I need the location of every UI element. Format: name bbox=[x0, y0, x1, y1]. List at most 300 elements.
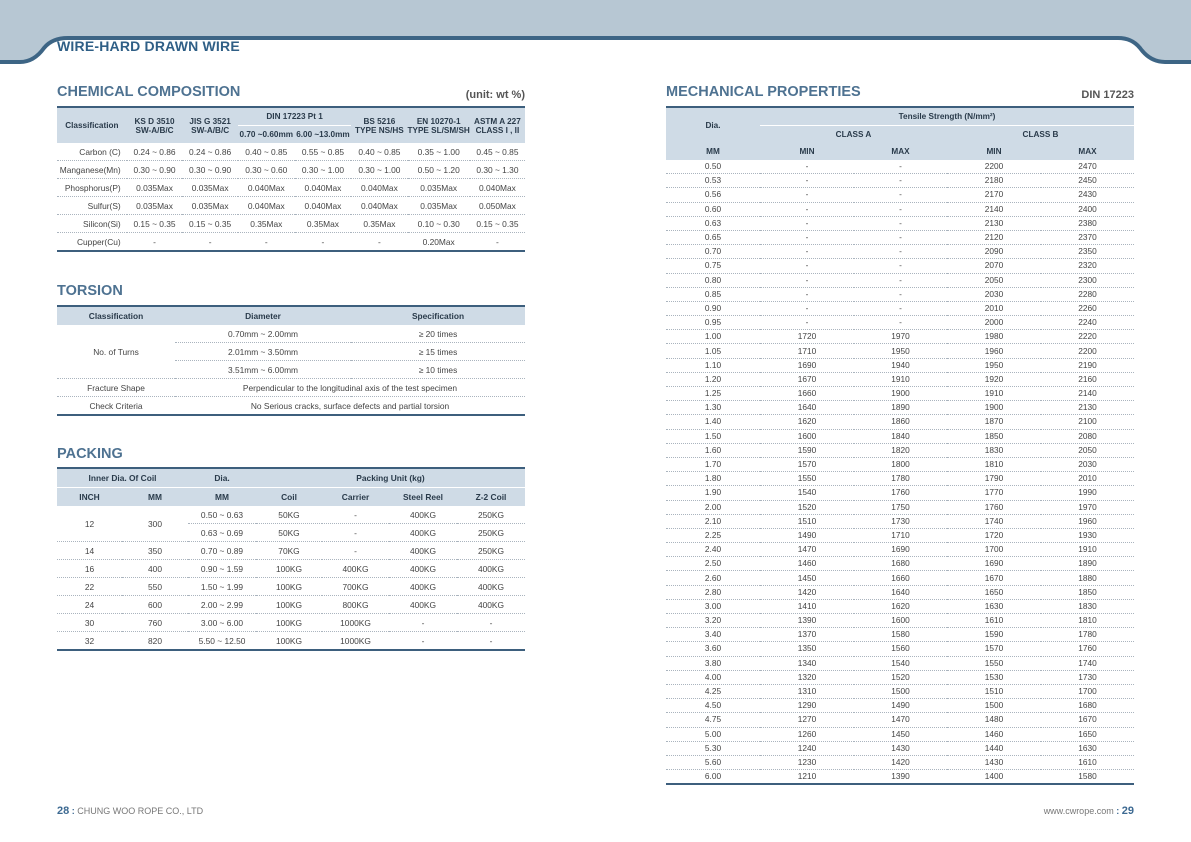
mech-max-a: 1680 bbox=[854, 557, 947, 571]
packing-carrier: 800KG bbox=[322, 596, 389, 614]
mech-min-b: 2180 bbox=[947, 174, 1041, 188]
packing-reel: 400KG bbox=[389, 524, 457, 542]
packing-mm: 600 bbox=[122, 596, 188, 614]
torsion-check-label: Check Criteria bbox=[57, 397, 175, 416]
mech-dia: 2.50 bbox=[666, 557, 760, 571]
mech-dia: 2.40 bbox=[666, 543, 760, 557]
mech-max-a: 1890 bbox=[854, 401, 947, 415]
mech-min-a: 1670 bbox=[760, 372, 854, 386]
mech-max-b: 1700 bbox=[1041, 684, 1134, 698]
mech-max-b: 1960 bbox=[1041, 514, 1134, 528]
mech-head-max-b: MAX bbox=[1041, 143, 1134, 160]
mech-dia: 0.63 bbox=[666, 216, 760, 230]
mech-max-b: 2350 bbox=[1041, 245, 1134, 259]
element-name: Manganese(Mn) bbox=[57, 161, 127, 179]
mech-max-a: - bbox=[854, 188, 947, 202]
footer-separator: : bbox=[1116, 806, 1120, 816]
mech-min-b: 1760 bbox=[947, 500, 1041, 514]
table-row bbox=[666, 486, 1134, 500]
mech-min-a: 1720 bbox=[760, 330, 854, 344]
table-row bbox=[666, 174, 1134, 188]
mech-max-b: 2160 bbox=[1041, 372, 1134, 386]
composition-value: 0.35Max bbox=[351, 215, 407, 233]
element-name: Carbon (C) bbox=[57, 143, 127, 161]
table-row bbox=[666, 202, 1134, 216]
table-row bbox=[57, 542, 525, 560]
mech-max-b: 2220 bbox=[1041, 330, 1134, 344]
packing-coil: 100KG bbox=[256, 560, 322, 578]
composition-value: 0.30 ~ 1.30 bbox=[470, 161, 525, 179]
mech-head-mm: MM bbox=[666, 143, 760, 160]
mech-min-a: - bbox=[760, 230, 854, 244]
mech-min-b: 2070 bbox=[947, 259, 1041, 273]
mech-max-a: 1520 bbox=[854, 670, 947, 684]
mech-max-a: - bbox=[854, 301, 947, 315]
packing-section-title: PACKING bbox=[57, 446, 123, 462]
packing-dia: 0.70 ~ 0.89 bbox=[188, 542, 256, 560]
mech-max-b: 2240 bbox=[1041, 316, 1134, 330]
mech-min-a: - bbox=[760, 245, 854, 259]
table-row bbox=[666, 344, 1134, 358]
mech-min-a: 1660 bbox=[760, 387, 854, 401]
element-name: Cupper(Cu) bbox=[57, 233, 127, 252]
mech-max-b: 1760 bbox=[1041, 642, 1134, 656]
mech-max-b: 2380 bbox=[1041, 216, 1134, 230]
mech-max-a: 1390 bbox=[854, 770, 947, 785]
mech-min-b: 1590 bbox=[947, 628, 1041, 642]
composition-value: - bbox=[182, 233, 238, 252]
mech-min-a: - bbox=[760, 160, 854, 174]
mech-max-a: 1780 bbox=[854, 472, 947, 486]
table-row bbox=[666, 713, 1134, 727]
mech-min-b: 1630 bbox=[947, 599, 1041, 613]
packing-inch: 12 bbox=[57, 506, 122, 542]
mech-max-a: 1950 bbox=[854, 344, 947, 358]
packing-head-unit: Packing Unit (kg) bbox=[256, 468, 525, 488]
mech-max-b: 1810 bbox=[1041, 614, 1134, 628]
table-row bbox=[666, 160, 1134, 174]
packing-head-z2: Z-2 Coil bbox=[457, 488, 525, 507]
mech-min-b: 1850 bbox=[947, 429, 1041, 443]
packing-dia: 1.50 ~ 1.99 bbox=[188, 578, 256, 596]
packing-table bbox=[57, 467, 525, 651]
packing-carrier: - bbox=[322, 542, 389, 560]
mech-max-a: 1490 bbox=[854, 699, 947, 713]
torsion-diameter: 2.01mm ~ 3.50mm bbox=[175, 343, 351, 361]
mech-dia: 0.80 bbox=[666, 273, 760, 287]
mech-max-b: 2300 bbox=[1041, 273, 1134, 287]
packing-mm: 400 bbox=[122, 560, 188, 578]
mech-min-a: 1490 bbox=[760, 528, 854, 542]
mech-max-a: - bbox=[854, 316, 947, 330]
torsion-head-classification: Classification bbox=[57, 306, 175, 325]
mech-min-b: 1460 bbox=[947, 727, 1041, 741]
packing-inch: 16 bbox=[57, 560, 122, 578]
mech-max-a: 1600 bbox=[854, 614, 947, 628]
table-row bbox=[57, 161, 525, 179]
mech-min-b: 1700 bbox=[947, 543, 1041, 557]
composition-value: 0.035Max bbox=[127, 197, 183, 215]
mech-max-b: 1610 bbox=[1041, 755, 1134, 769]
packing-carrier: 700KG bbox=[322, 578, 389, 596]
table-row bbox=[666, 585, 1134, 599]
torsion-turns-label: No. of Turns bbox=[57, 325, 175, 379]
chemical-unit: (unit: wt %) bbox=[465, 89, 525, 101]
table-row bbox=[666, 670, 1134, 684]
mech-min-b: 2050 bbox=[947, 273, 1041, 287]
mech-max-b: 2030 bbox=[1041, 457, 1134, 471]
packing-reel: 400KG bbox=[389, 560, 457, 578]
mechanical-table-body bbox=[666, 160, 1134, 784]
mechanical-section-title: MECHANICAL PROPERTIES bbox=[666, 84, 861, 100]
table-row bbox=[57, 179, 525, 197]
mech-min-b: 1530 bbox=[947, 670, 1041, 684]
packing-head-dia-mm: MM bbox=[188, 488, 256, 507]
table-row bbox=[57, 143, 525, 161]
mech-max-a: 1620 bbox=[854, 599, 947, 613]
mech-min-a: - bbox=[760, 259, 854, 273]
mech-dia: 1.20 bbox=[666, 372, 760, 386]
torsion-diameter: 3.51mm ~ 6.00mm bbox=[175, 361, 351, 379]
mech-max-b: 2010 bbox=[1041, 472, 1134, 486]
mech-min-a: 1600 bbox=[760, 429, 854, 443]
mech-dia: 4.50 bbox=[666, 699, 760, 713]
packing-z2: 250KG bbox=[457, 524, 525, 542]
mech-max-b: 2280 bbox=[1041, 287, 1134, 301]
table-row bbox=[666, 245, 1134, 259]
mech-min-a: - bbox=[760, 174, 854, 188]
chem-head-ks: KS D 3510 SW-A/B/C bbox=[127, 107, 183, 143]
composition-value: 0.15 ~ 0.35 bbox=[470, 215, 525, 233]
table-row bbox=[666, 273, 1134, 287]
mech-min-b: 2140 bbox=[947, 202, 1041, 216]
chem-head-bs: BS 5216 TYPE NS/HS bbox=[351, 107, 407, 143]
chem-head-jis: JIS G 3521 SW-A/B/C bbox=[182, 107, 238, 143]
composition-value: 0.050Max bbox=[470, 197, 525, 215]
table-row bbox=[666, 770, 1134, 785]
composition-value: 0.30 ~ 1.00 bbox=[351, 161, 407, 179]
mech-max-a: - bbox=[854, 259, 947, 273]
mech-max-a: 1800 bbox=[854, 457, 947, 471]
mech-max-b: 2400 bbox=[1041, 202, 1134, 216]
mech-head-class-b: CLASS B bbox=[947, 126, 1134, 144]
mech-dia: 5.60 bbox=[666, 755, 760, 769]
mech-max-b: 2370 bbox=[1041, 230, 1134, 244]
mech-max-a: 1760 bbox=[854, 486, 947, 500]
mech-min-b: 1720 bbox=[947, 528, 1041, 542]
footer-left bbox=[57, 805, 203, 817]
mech-max-b: 1880 bbox=[1041, 571, 1134, 585]
table-row bbox=[666, 614, 1134, 628]
mech-min-b: 1550 bbox=[947, 656, 1041, 670]
table-row bbox=[666, 628, 1134, 642]
mech-max-a: 1640 bbox=[854, 585, 947, 599]
table-row bbox=[666, 358, 1134, 372]
table-row bbox=[666, 401, 1134, 415]
mech-min-b: 1920 bbox=[947, 372, 1041, 386]
table-row bbox=[666, 429, 1134, 443]
torsion-section-title: TORSION bbox=[57, 283, 123, 299]
composition-value: 0.30 ~ 0.90 bbox=[182, 161, 238, 179]
mech-min-b: 2010 bbox=[947, 301, 1041, 315]
table-row bbox=[666, 216, 1134, 230]
mech-dia: 2.60 bbox=[666, 571, 760, 585]
mech-dia: 1.50 bbox=[666, 429, 760, 443]
packing-dia: 5.50 ~ 12.50 bbox=[188, 632, 256, 651]
mech-dia: 0.50 bbox=[666, 160, 760, 174]
mech-min-a: 1640 bbox=[760, 401, 854, 415]
mech-min-b: 1510 bbox=[947, 684, 1041, 698]
table-row bbox=[57, 233, 525, 252]
mech-max-a: 1750 bbox=[854, 500, 947, 514]
packing-z2: 250KG bbox=[457, 506, 525, 524]
mech-max-b: 1680 bbox=[1041, 699, 1134, 713]
mech-dia: 5.00 bbox=[666, 727, 760, 741]
mech-min-a: 1450 bbox=[760, 571, 854, 585]
mech-min-b: 2170 bbox=[947, 188, 1041, 202]
table-row bbox=[666, 372, 1134, 386]
mech-max-a: 1500 bbox=[854, 684, 947, 698]
table-row bbox=[57, 578, 525, 596]
chem-head-astm: ASTM A 227 CLASS I , II bbox=[470, 107, 525, 143]
mech-min-b: 1440 bbox=[947, 741, 1041, 755]
mech-dia: 5.30 bbox=[666, 741, 760, 755]
mech-dia: 2.00 bbox=[666, 500, 760, 514]
mech-dia: 1.00 bbox=[666, 330, 760, 344]
mech-min-b: 1950 bbox=[947, 358, 1041, 372]
mech-min-a: 1620 bbox=[760, 415, 854, 429]
mech-min-a: 1230 bbox=[760, 755, 854, 769]
packing-carrier: 400KG bbox=[322, 560, 389, 578]
mech-dia: 6.00 bbox=[666, 770, 760, 785]
mech-max-b: 1650 bbox=[1041, 727, 1134, 741]
table-row bbox=[666, 230, 1134, 244]
mech-min-a: 1320 bbox=[760, 670, 854, 684]
page-number-right: 29 bbox=[1121, 805, 1134, 817]
mech-max-a: 1430 bbox=[854, 741, 947, 755]
packing-z2: 400KG bbox=[457, 578, 525, 596]
element-name: Silicon(Si) bbox=[57, 215, 127, 233]
composition-value: 0.45 ~ 0.85 bbox=[470, 143, 525, 161]
mech-min-a: 1460 bbox=[760, 557, 854, 571]
mech-max-a: 1470 bbox=[854, 713, 947, 727]
mech-dia: 4.00 bbox=[666, 670, 760, 684]
mech-max-a: 1710 bbox=[854, 528, 947, 542]
table-row bbox=[666, 301, 1134, 315]
mech-min-a: 1390 bbox=[760, 614, 854, 628]
mech-max-b: 2260 bbox=[1041, 301, 1134, 315]
packing-z2: 400KG bbox=[457, 596, 525, 614]
packing-mm: 820 bbox=[122, 632, 188, 651]
packing-table-body bbox=[57, 542, 525, 651]
mech-max-a: - bbox=[854, 174, 947, 188]
mech-max-a: 1970 bbox=[854, 330, 947, 344]
mech-min-a: 1240 bbox=[760, 741, 854, 755]
composition-value: 0.35 ~ 1.00 bbox=[408, 143, 470, 161]
mech-dia: 2.80 bbox=[666, 585, 760, 599]
table-row bbox=[57, 197, 525, 215]
table-row bbox=[666, 259, 1134, 273]
packing-z2: - bbox=[457, 632, 525, 651]
packing-head-inch: INCH bbox=[57, 488, 122, 507]
packing-coil: 50KG bbox=[256, 524, 322, 542]
mech-max-a: - bbox=[854, 245, 947, 259]
mech-max-b: 1830 bbox=[1041, 599, 1134, 613]
torsion-spec: ≥ 20 times bbox=[351, 325, 525, 343]
mech-max-b: 2430 bbox=[1041, 188, 1134, 202]
packing-reel: 400KG bbox=[389, 542, 457, 560]
mech-max-a: 1940 bbox=[854, 358, 947, 372]
page-banner bbox=[0, 0, 1191, 70]
composition-value: 0.035Max bbox=[182, 179, 238, 197]
mech-min-b: 2030 bbox=[947, 287, 1041, 301]
mech-max-b: 2470 bbox=[1041, 160, 1134, 174]
mech-max-a: - bbox=[854, 230, 947, 244]
mech-min-a: 1410 bbox=[760, 599, 854, 613]
composition-value: 0.24 ~ 0.86 bbox=[182, 143, 238, 161]
packing-head-carrier: Carrier bbox=[322, 488, 389, 507]
mech-dia: 1.25 bbox=[666, 387, 760, 401]
mech-dia: 0.60 bbox=[666, 202, 760, 216]
mech-dia: 0.56 bbox=[666, 188, 760, 202]
composition-value: 0.040Max bbox=[295, 197, 352, 215]
packing-head-coil: Coil bbox=[256, 488, 322, 507]
table-row bbox=[666, 316, 1134, 330]
mech-max-b: 2200 bbox=[1041, 344, 1134, 358]
packing-mm: 760 bbox=[122, 614, 188, 632]
mech-dia: 1.10 bbox=[666, 358, 760, 372]
composition-value: - bbox=[127, 233, 183, 252]
mech-dia: 4.75 bbox=[666, 713, 760, 727]
chem-head-classification: Classification bbox=[57, 107, 127, 143]
packing-head-dia: Dia. bbox=[188, 468, 256, 488]
table-row bbox=[666, 684, 1134, 698]
composition-value: 0.55 ~ 0.85 bbox=[295, 143, 352, 161]
mech-min-b: 1500 bbox=[947, 699, 1041, 713]
mech-min-b: 2130 bbox=[947, 216, 1041, 230]
composition-value: 0.040Max bbox=[351, 197, 407, 215]
packing-coil: 100KG bbox=[256, 614, 322, 632]
mech-min-b: 1670 bbox=[947, 571, 1041, 585]
mech-max-a: - bbox=[854, 273, 947, 287]
composition-value: 0.035Max bbox=[182, 197, 238, 215]
composition-value: 0.40 ~ 0.85 bbox=[238, 143, 295, 161]
mech-max-b: 1850 bbox=[1041, 585, 1134, 599]
chem-head-din: DIN 17223 Pt 1 bbox=[238, 107, 351, 126]
mech-min-a: - bbox=[760, 287, 854, 301]
mech-min-b: 2200 bbox=[947, 160, 1041, 174]
torsion-spec: ≥ 10 times bbox=[351, 361, 525, 379]
mech-min-a: 1270 bbox=[760, 713, 854, 727]
mech-min-b: 1980 bbox=[947, 330, 1041, 344]
composition-value: 0.30 ~ 0.90 bbox=[127, 161, 183, 179]
mech-min-b: 1690 bbox=[947, 557, 1041, 571]
composition-value: 0.040Max bbox=[238, 197, 295, 215]
mech-head-tensile: Tensile Strength (N/mm²) bbox=[760, 107, 1134, 126]
mech-max-a: - bbox=[854, 202, 947, 216]
mech-max-b: 1990 bbox=[1041, 486, 1134, 500]
mech-dia: 1.60 bbox=[666, 443, 760, 457]
packing-z2: 250KG bbox=[457, 542, 525, 560]
packing-coil: 70KG bbox=[256, 542, 322, 560]
mech-max-b: 1630 bbox=[1041, 741, 1134, 755]
packing-coil: 100KG bbox=[256, 596, 322, 614]
mech-min-a: - bbox=[760, 216, 854, 230]
mech-min-b: 1400 bbox=[947, 770, 1041, 785]
mech-min-a: 1340 bbox=[760, 656, 854, 670]
document-title: WIRE-HARD DRAWN WIRE bbox=[57, 38, 240, 54]
mech-dia: 2.10 bbox=[666, 514, 760, 528]
mech-min-b: 1770 bbox=[947, 486, 1041, 500]
composition-value: 0.30 ~ 0.60 bbox=[238, 161, 295, 179]
composition-value: 0.50 ~ 1.20 bbox=[408, 161, 470, 179]
mech-max-b: 1740 bbox=[1041, 656, 1134, 670]
packing-inch: 14 bbox=[57, 542, 122, 560]
packing-inch: 24 bbox=[57, 596, 122, 614]
mech-min-a: 1550 bbox=[760, 472, 854, 486]
mech-max-b: 2450 bbox=[1041, 174, 1134, 188]
mech-dia: 1.40 bbox=[666, 415, 760, 429]
mech-max-a: - bbox=[854, 287, 947, 301]
website-link[interactable]: www.cwrope.com bbox=[1043, 806, 1114, 816]
mech-min-a: 1370 bbox=[760, 628, 854, 642]
mech-max-a: - bbox=[854, 216, 947, 230]
mech-min-a: 1510 bbox=[760, 514, 854, 528]
mech-max-b: 1580 bbox=[1041, 770, 1134, 785]
mech-dia: 1.70 bbox=[666, 457, 760, 471]
mech-dia: 0.65 bbox=[666, 230, 760, 244]
packing-carrier: 1000KG bbox=[322, 614, 389, 632]
packing-mm: 550 bbox=[122, 578, 188, 596]
composition-value: 0.35Max bbox=[238, 215, 295, 233]
packing-carrier: - bbox=[322, 524, 389, 542]
composition-value: - bbox=[351, 233, 407, 252]
packing-dia: 3.00 ~ 6.00 bbox=[188, 614, 256, 632]
mech-max-a: - bbox=[854, 160, 947, 174]
mech-max-b: 2140 bbox=[1041, 387, 1134, 401]
table-row bbox=[666, 741, 1134, 755]
mech-max-a: 1690 bbox=[854, 543, 947, 557]
table-row bbox=[666, 557, 1134, 571]
mech-min-a: - bbox=[760, 188, 854, 202]
packing-inch: 22 bbox=[57, 578, 122, 596]
torsion-table bbox=[57, 305, 525, 416]
mech-min-b: 2000 bbox=[947, 316, 1041, 330]
mech-dia: 0.90 bbox=[666, 301, 760, 315]
packing-dia: 0.63 ~ 0.69 bbox=[188, 524, 256, 542]
composition-value: 0.20Max bbox=[408, 233, 470, 252]
mech-max-a: 1900 bbox=[854, 387, 947, 401]
mech-min-a: - bbox=[760, 316, 854, 330]
chemical-table bbox=[57, 106, 525, 252]
table-row bbox=[666, 571, 1134, 585]
mech-min-a: 1710 bbox=[760, 344, 854, 358]
mech-min-b: 1900 bbox=[947, 401, 1041, 415]
table-row bbox=[666, 599, 1134, 613]
table-row bbox=[666, 699, 1134, 713]
element-name: Sulfur(S) bbox=[57, 197, 127, 215]
table-row bbox=[57, 397, 525, 416]
packing-coil: 100KG bbox=[256, 632, 322, 651]
composition-value: 0.15 ~ 0.35 bbox=[182, 215, 238, 233]
table-row bbox=[666, 387, 1134, 401]
composition-value: 0.10 ~ 0.30 bbox=[408, 215, 470, 233]
mech-min-a: 1210 bbox=[760, 770, 854, 785]
mech-dia: 1.80 bbox=[666, 472, 760, 486]
footer-separator: : bbox=[71, 806, 75, 816]
mech-max-b: 2130 bbox=[1041, 401, 1134, 415]
mech-min-a: 1540 bbox=[760, 486, 854, 500]
